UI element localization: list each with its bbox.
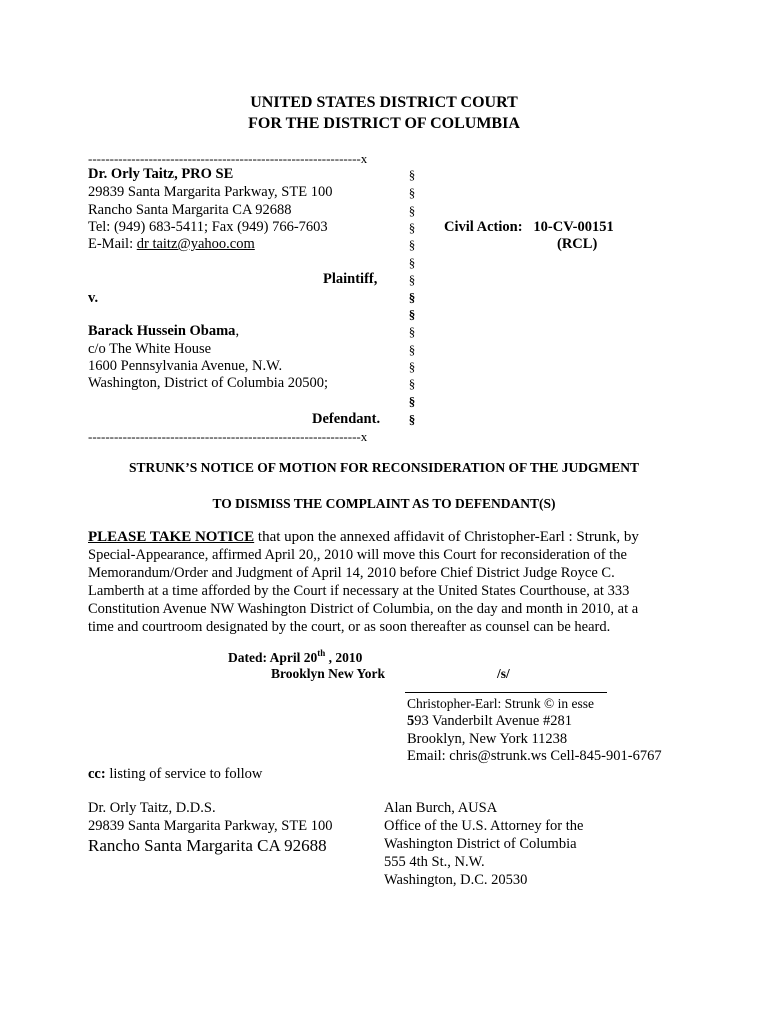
section-mark: §	[408, 237, 416, 252]
signer-address-number-bold: 5	[407, 713, 415, 729]
notice-line1-text: that upon the annexed affidavit of Christopher-Earl : Strunk, by	[254, 529, 639, 545]
cc-text: listing of service to follow	[105, 766, 263, 782]
section-mark: §	[408, 203, 416, 218]
court-district: FOR THE DISTRICT OF COLUMBIA	[248, 115, 520, 132]
dated-line	[228, 649, 362, 666]
signer-address-line1	[407, 713, 572, 730]
civil-action-label: Civil Action:	[444, 219, 523, 235]
cc-line	[88, 766, 262, 783]
defendant-comma: ,	[235, 323, 240, 339]
defendant-name: Barack Hussein Obama	[88, 323, 236, 339]
defendant-address-line1: c/o The White House	[88, 341, 212, 357]
civil-action-number: 10-CV-00151	[533, 219, 614, 235]
notice-line6: time and courtroom designated by the court, or as soon thereafter as counsel can be heard.	[88, 619, 611, 635]
section-mark: §	[408, 342, 416, 357]
service-left-line3: Rancho Santa Margarita CA 92688	[88, 836, 327, 855]
section-mark: §	[408, 359, 416, 374]
defendant-address-line2: 1600 Pennsylvania Avenue, N.W.	[88, 358, 283, 374]
dated-sup: th	[317, 648, 326, 658]
service-right-line5: Washington, D.C. 20530	[384, 872, 528, 888]
service-right-line3: Washington District of Columbia	[384, 836, 577, 852]
dated-location: Brooklyn New York	[271, 666, 386, 681]
court-name: UNITED STATES DISTRICT COURT	[250, 94, 518, 111]
plaintiff-phone: Tel: (949) 683-5411; Fax (949) 766-7603	[88, 219, 328, 235]
cc-label: cc:	[88, 766, 106, 782]
signer-name: Christopher-Earl: Strunk © in esse	[407, 696, 594, 711]
signer-address-line2: Brooklyn, New York 11238	[407, 731, 568, 747]
section-mark: §	[408, 412, 416, 427]
service-right-line1: Alan Burch, AUSA	[384, 800, 498, 816]
notice-line2: Special-Appearance, affirmed April 20,, 2010 will move this Court for reconsideration of the	[88, 547, 627, 563]
email-label: E-Mail:	[88, 236, 137, 252]
plaintiff-label: Plaintiff,	[323, 271, 378, 287]
section-mark: §	[408, 324, 416, 339]
civil-action-judge: (RCL)	[557, 236, 598, 252]
service-right-line4: 555 4th St., N.W.	[384, 854, 485, 870]
plaintiff-address-line1: 29839 Santa Margarita Parkway, STE 100	[88, 184, 333, 200]
service-right-line2: Office of the U.S. Attorney for the	[384, 818, 584, 834]
notice-line3: Memorandum/Order and Judgment of April 14, 2010 before Chief District Judge Royce C.	[88, 565, 615, 581]
section-mark: §	[408, 394, 416, 409]
signature-mark: /s/	[497, 666, 510, 681]
caption-top-rule: ---------------------------------------------------------------x	[88, 151, 368, 166]
section-mark: §	[408, 290, 416, 305]
section-mark: §	[408, 272, 416, 287]
section-mark: §	[408, 307, 416, 322]
plaintiff-address-line2: Rancho Santa Margarita CA 92688	[88, 202, 292, 218]
civil-action-row	[444, 219, 614, 236]
defendant-address-line3: Washington, District of Columbia 20500;	[88, 375, 329, 391]
dated-prefix: Dated: April 20	[228, 650, 318, 665]
plaintiff-email-row	[88, 236, 255, 253]
signature-rule	[405, 692, 607, 693]
defendant-label: Defendant.	[312, 411, 381, 427]
notice-line5: Constitution Avenue NW Washington District of Columbia, on the day and month in 2010, at a	[88, 601, 639, 617]
signer-address-rest: 93 Vanderbilt Avenue #281	[414, 713, 572, 729]
dated-suffix: , 2010	[325, 650, 363, 665]
caption-bottom-rule: ---------------------------------------------------------------x	[88, 429, 368, 444]
motion-title-line2: TO DISMISS THE COMPLAINT AS TO DEFENDANT(S)	[212, 496, 556, 511]
section-mark: §	[408, 167, 416, 182]
section-mark: §	[408, 185, 416, 200]
notice-line4: Lamberth at a time afforded by the Court if necessary at the United States Courthouse, at 333	[88, 583, 630, 599]
plaintiff-email-link[interactable]: dr taitz@yahoo.com	[136, 236, 255, 252]
please-take-notice: PLEASE TAKE NOTICE	[88, 529, 255, 545]
plaintiff-name: Dr. Orly Taitz, PRO SE	[88, 166, 234, 182]
signer-contact: Email: chris@strunk.ws Cell-845-901-6767	[407, 748, 662, 764]
service-left-line2: 29839 Santa Margarita Parkway, STE 100	[88, 818, 333, 834]
notice-line1	[88, 529, 639, 546]
service-left-line1: Dr. Orly Taitz, D.D.S.	[88, 800, 216, 816]
motion-title-line1: STRUNK’S NOTICE OF MOTION FOR RECONSIDERATION OF THE JUDGMENT	[128, 460, 640, 475]
section-mark: §	[408, 220, 416, 235]
versus: v.	[88, 290, 99, 306]
defendant-name-row	[88, 323, 239, 340]
section-mark: §	[408, 376, 416, 391]
section-mark: §	[408, 255, 416, 270]
